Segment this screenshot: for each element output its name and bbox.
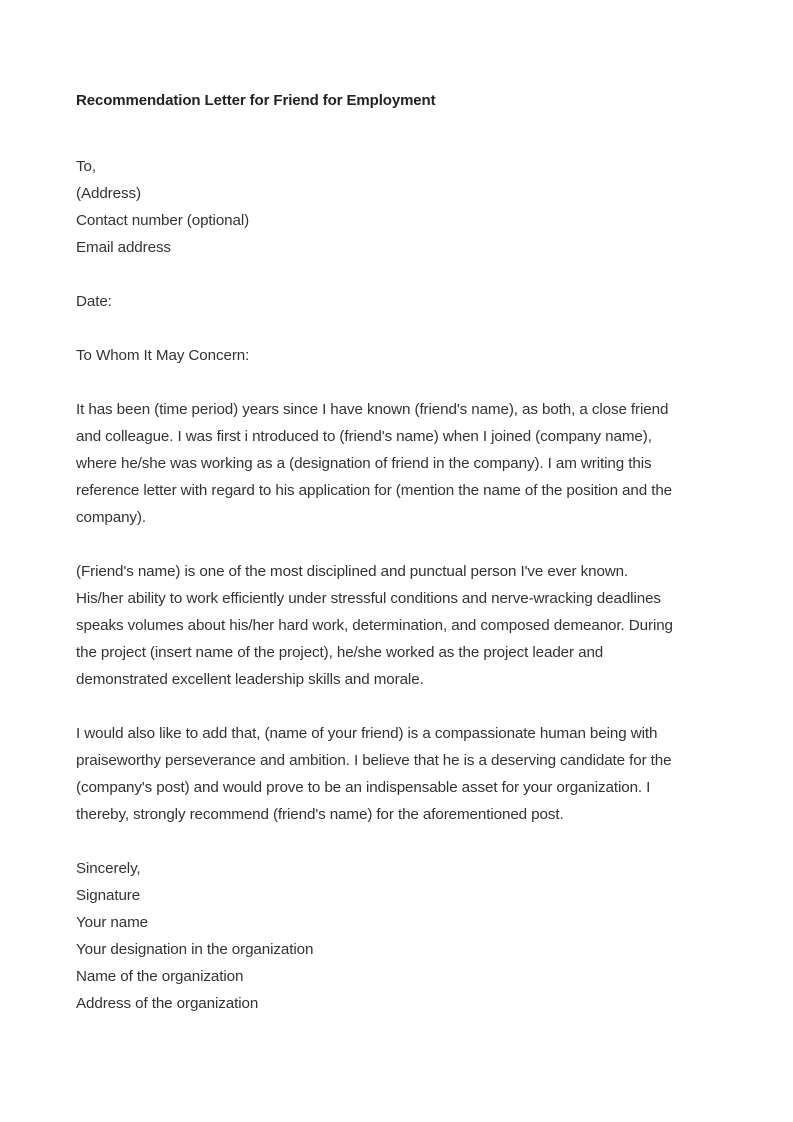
paragraph-line: I would also like to add that, (name of your friend) is a compassionate human being with	[76, 725, 658, 742]
paragraph-line: speaks volumes about his/her hard work, determination, and composed demeanor. During	[76, 617, 673, 634]
recipient-email: Email address	[76, 239, 171, 256]
body-paragraph-2	[76, 558, 716, 693]
organization-name: Name of the organization	[76, 968, 244, 985]
closing-block	[76, 855, 716, 1017]
recipient-to: To,	[76, 158, 96, 175]
paragraph-line: demonstrated excellent leadership skills and morale.	[76, 671, 424, 688]
organization-address: Address of the organization	[76, 995, 259, 1012]
paragraph-line: and colleague. I was first i ntroduced to (friend's name) when I joined (company name),	[76, 428, 652, 445]
paragraph-line: company).	[76, 509, 147, 526]
paragraph-line: reference letter with regard to his application for (mention the name of the position and the	[76, 482, 673, 499]
sign-off: Sincerely,	[76, 860, 141, 877]
letter-page	[76, 90, 716, 1044]
paragraph-line: His/her ability to work efficiently under stressful conditions and nerve-wracking deadlines	[76, 590, 661, 607]
recipient-contact: Contact number (optional)	[76, 212, 250, 229]
body-paragraph-1	[76, 396, 716, 531]
recipient-address: (Address)	[76, 185, 141, 202]
paragraph-line: praiseworthy perseverance and ambition. I believe that he is a deserving candidate for the	[76, 752, 672, 769]
sender-name: Your name	[76, 914, 148, 931]
paragraph-line: the project (insert name of the project), he/she worked as the project leader and	[76, 644, 604, 661]
body-paragraph-3	[76, 720, 716, 828]
sender-designation: Your designation in the organization	[76, 941, 314, 958]
document-title: Recommendation Letter for Friend for Employment	[76, 92, 436, 109]
paragraph-line: thereby, strongly recommend (friend's name) for the aforementioned post.	[76, 806, 564, 823]
paragraph-line: It has been (time period) years since I have known (friend's name), as both, a close friend	[76, 401, 669, 418]
paragraph-line: (Friend's name) is one of the most disciplined and punctual person I've ever known.	[76, 563, 629, 580]
signature-line: Signature	[76, 887, 141, 904]
recipient-block	[76, 153, 716, 261]
date-line: Date:	[76, 293, 112, 310]
salutation: To Whom It May Concern:	[76, 347, 250, 364]
paragraph-line: where he/she was working as a (designation of friend in the company). I am writing this	[76, 455, 652, 472]
paragraph-line: (company's post) and would prove to be an indispensable asset for your organization. I	[76, 779, 651, 796]
